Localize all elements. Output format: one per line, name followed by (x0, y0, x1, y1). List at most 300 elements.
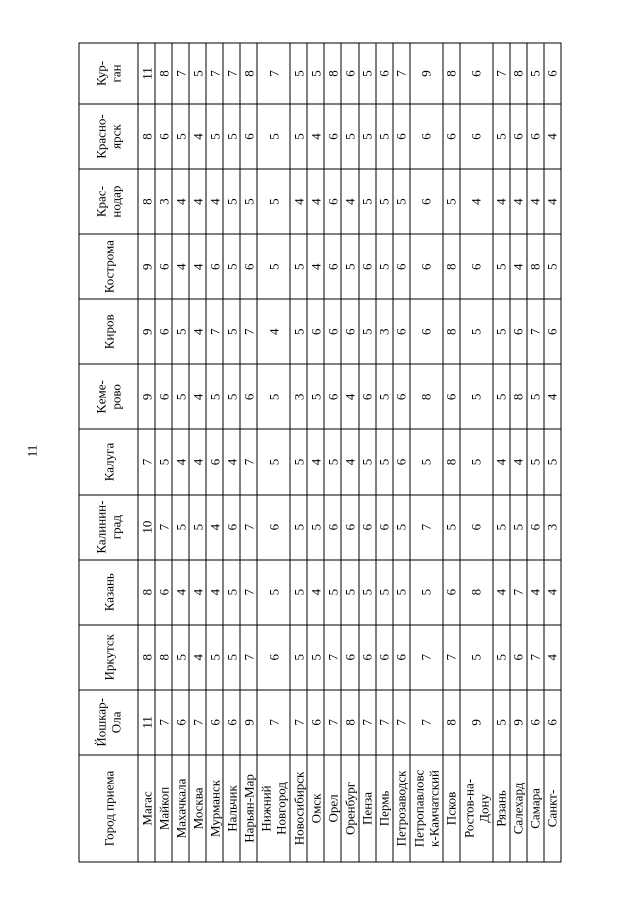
table-row (376, 43, 393, 862)
value-cell: 8 (341, 690, 358, 755)
value-cell: 8 (510, 364, 527, 429)
value-cell: 8 (443, 234, 460, 299)
city-cell: Пенза (359, 755, 376, 862)
value-cell: 6 (223, 690, 240, 755)
table-row (206, 43, 223, 862)
value-cell: 5 (359, 43, 376, 104)
value-cell: 7 (393, 690, 410, 755)
value-cell: 5 (290, 299, 307, 364)
table-row (544, 43, 561, 862)
table-row (443, 43, 460, 862)
value-cell: 7 (155, 495, 172, 560)
value-cell: 4 (341, 429, 358, 494)
value-cell: 5 (527, 364, 544, 429)
table-row (341, 43, 358, 862)
table-row (527, 43, 544, 862)
value-cell: 4 (510, 429, 527, 494)
value-cell: 4 (172, 169, 189, 234)
value-cell: 4 (189, 429, 206, 494)
value-cell: 6 (206, 429, 223, 494)
value-cell: 7 (443, 625, 460, 690)
value-cell: 4 (544, 364, 561, 429)
city-cell: Санкт- (544, 755, 561, 862)
value-cell: 3 (376, 299, 393, 364)
value-cell: 6 (172, 690, 189, 755)
value-cell: 5 (527, 429, 544, 494)
value-cell: 7 (410, 625, 443, 690)
value-cell: 5 (172, 495, 189, 560)
page-number: 11 (24, 444, 40, 458)
value-cell: 5 (206, 104, 223, 169)
value-cell: 7 (155, 690, 172, 755)
value-cell: 5 (223, 560, 240, 625)
value-cell: 7 (189, 690, 206, 755)
value-cell: 5 (544, 429, 561, 494)
value-cell: 6 (240, 234, 257, 299)
value-cell: 7 (410, 690, 443, 755)
value-cell: 4 (223, 429, 240, 494)
value-cell: 4 (307, 169, 324, 234)
value-cell: 6 (410, 169, 443, 234)
value-cell: 5 (290, 560, 307, 625)
value-cell: 5 (359, 299, 376, 364)
value-cell: 5 (223, 625, 240, 690)
column-header: Красно- ярск (79, 104, 138, 169)
table-row (393, 43, 410, 862)
column-header: Йошкар- Ола (79, 690, 138, 755)
value-cell: 7 (206, 43, 223, 104)
value-cell: 7 (324, 625, 341, 690)
value-cell: 4 (290, 169, 307, 234)
value-cell: 5 (443, 495, 460, 560)
column-header: Крас- нодар (79, 169, 138, 234)
column-header: Кострома (79, 234, 138, 299)
value-cell: 6 (460, 104, 493, 169)
value-cell: 7 (240, 299, 257, 364)
value-cell: 5 (359, 429, 376, 494)
value-cell: 8 (324, 43, 341, 104)
value-cell: 3 (290, 364, 307, 429)
value-cell: 8 (138, 560, 155, 625)
table-row (240, 43, 257, 862)
value-cell: 6 (510, 625, 527, 690)
value-cell: 6 (155, 234, 172, 299)
value-cell: 4 (172, 560, 189, 625)
table-row (290, 43, 307, 862)
value-cell: 5 (460, 299, 493, 364)
column-header: Киров (79, 299, 138, 364)
value-cell: 7 (393, 43, 410, 104)
city-cell: Махачкала (172, 755, 189, 862)
value-cell: 6 (376, 625, 393, 690)
value-cell: 6 (341, 495, 358, 560)
city-cell: Новосибирск (290, 755, 307, 862)
value-cell: 5 (341, 234, 358, 299)
value-cell: 9 (138, 299, 155, 364)
value-cell: 6 (324, 169, 341, 234)
city-cell: Ростов-на- Дону (460, 755, 493, 862)
value-cell: 6 (544, 43, 561, 104)
value-cell: 4 (189, 625, 206, 690)
value-cell: 5 (410, 429, 443, 494)
column-header: Калуга (79, 429, 138, 494)
value-cell: 7 (359, 690, 376, 755)
value-cell: 6 (155, 104, 172, 169)
value-cell: 8 (240, 43, 257, 104)
value-cell: 6 (155, 364, 172, 429)
value-cell: 5 (307, 625, 324, 690)
value-cell: 8 (410, 364, 443, 429)
value-cell: 6 (257, 495, 290, 560)
value-cell: 6 (410, 299, 443, 364)
column-header: Keме- рово (79, 364, 138, 429)
value-cell: 5 (493, 625, 510, 690)
value-cell: 11 (138, 690, 155, 755)
value-cell: 5 (510, 495, 527, 560)
value-cell: 9 (410, 43, 443, 104)
table-row (359, 43, 376, 862)
value-cell: 4 (493, 429, 510, 494)
value-cell: 5 (376, 169, 393, 234)
value-cell: 6 (460, 43, 493, 104)
value-cell: 5 (376, 429, 393, 494)
value-cell: 5 (359, 104, 376, 169)
table-row (324, 43, 341, 862)
value-cell: 8 (138, 169, 155, 234)
value-cell: 8 (155, 625, 172, 690)
value-cell: 5 (341, 104, 358, 169)
value-cell: 6 (460, 234, 493, 299)
value-cell: 5 (493, 299, 510, 364)
value-cell: 8 (527, 234, 544, 299)
value-cell: 7 (240, 495, 257, 560)
column-header: Казань (79, 560, 138, 625)
value-cell: 4 (544, 560, 561, 625)
value-cell: 4 (172, 429, 189, 494)
value-cell: 11 (138, 43, 155, 104)
city-cell: Оренбург (341, 755, 358, 862)
value-cell: 6 (544, 690, 561, 755)
value-cell: 6 (240, 104, 257, 169)
value-cell: 7 (324, 690, 341, 755)
value-cell: 7 (410, 495, 443, 560)
column-header-city: Город приема (79, 755, 138, 862)
value-cell: 5 (359, 169, 376, 234)
value-cell: 5 (257, 169, 290, 234)
value-cell: 5 (376, 560, 393, 625)
value-cell: 7 (240, 560, 257, 625)
table-row (257, 43, 290, 862)
value-cell: 8 (443, 429, 460, 494)
value-cell: 4 (544, 169, 561, 234)
table-row (223, 43, 240, 862)
value-cell: 3 (155, 169, 172, 234)
value-cell: 5 (307, 43, 324, 104)
value-cell: 7 (376, 690, 393, 755)
value-cell: 6 (341, 43, 358, 104)
value-cell: 6 (155, 299, 172, 364)
value-cell: 5 (410, 560, 443, 625)
value-cell: 7 (527, 299, 544, 364)
city-cell: Петропавловс к-Камчатский (410, 755, 443, 862)
value-cell: 4 (307, 429, 324, 494)
value-cell: 5 (324, 429, 341, 494)
value-cell: 5 (376, 234, 393, 299)
value-cell: 4 (257, 299, 290, 364)
value-cell: 4 (527, 169, 544, 234)
table-row (138, 43, 155, 862)
value-cell: 7 (206, 299, 223, 364)
table-row (189, 43, 206, 862)
table-row (155, 43, 172, 862)
value-cell: 4 (189, 560, 206, 625)
value-cell: 7 (240, 429, 257, 494)
value-cell: 5 (223, 299, 240, 364)
city-cell: Нарьян-Мар (240, 755, 257, 862)
value-cell: 6 (376, 495, 393, 560)
value-cell: 4 (544, 625, 561, 690)
value-cell: 9 (240, 690, 257, 755)
value-cell: 6 (324, 495, 341, 560)
value-cell: 6 (510, 299, 527, 364)
value-cell: 6 (307, 299, 324, 364)
value-cell: 7 (257, 43, 290, 104)
city-cell: Нижний Новгород (257, 755, 290, 862)
value-cell: 5 (527, 43, 544, 104)
table-row (307, 43, 324, 862)
value-cell: 4 (341, 364, 358, 429)
value-cell: 6 (223, 495, 240, 560)
value-cell: 4 (493, 560, 510, 625)
value-cell: 5 (290, 104, 307, 169)
value-cell: 9 (510, 690, 527, 755)
value-cell: 8 (443, 43, 460, 104)
value-cell: 6 (324, 104, 341, 169)
value-cell: 4 (527, 560, 544, 625)
value-cell: 4 (493, 169, 510, 234)
value-cell: 6 (324, 364, 341, 429)
value-cell: 6 (410, 104, 443, 169)
value-cell: 3 (544, 495, 561, 560)
city-cell: Рязань (493, 755, 510, 862)
city-cell: Нальчик (223, 755, 240, 862)
value-cell: 5 (493, 364, 510, 429)
value-cell: 6 (393, 625, 410, 690)
value-cell: 9 (138, 364, 155, 429)
value-cell: 7 (493, 43, 510, 104)
table-body (138, 43, 561, 862)
value-cell: 8 (443, 299, 460, 364)
value-cell: 6 (324, 234, 341, 299)
value-cell: 6 (393, 234, 410, 299)
city-cell: Москва (189, 755, 206, 862)
column-header: Кур- ган (79, 43, 138, 104)
value-cell: 8 (138, 104, 155, 169)
value-cell: 8 (460, 560, 493, 625)
value-cell: 6 (410, 234, 443, 299)
value-cell: 5 (257, 560, 290, 625)
value-cell: 5 (493, 495, 510, 560)
value-cell: 5 (290, 234, 307, 299)
value-cell: 5 (189, 43, 206, 104)
value-cell: 4 (172, 234, 189, 299)
value-cell: 5 (544, 234, 561, 299)
header-row (79, 43, 138, 862)
value-cell: 4 (206, 495, 223, 560)
value-cell: 6 (443, 364, 460, 429)
table-row (172, 43, 189, 862)
value-cell: 6 (393, 364, 410, 429)
value-cell: 4 (189, 104, 206, 169)
value-cell: 6 (206, 690, 223, 755)
value-cell: 8 (443, 690, 460, 755)
value-cell: 5 (443, 169, 460, 234)
value-cell: 9 (138, 234, 155, 299)
value-cell: 4 (460, 169, 493, 234)
city-cell: Псков (443, 755, 460, 862)
value-cell: 6 (307, 690, 324, 755)
value-cell: 6 (155, 560, 172, 625)
value-cell: 6 (393, 104, 410, 169)
value-cell: 6 (240, 364, 257, 429)
value-cell: 5 (223, 169, 240, 234)
value-cell: 8 (138, 625, 155, 690)
value-cell: 6 (443, 104, 460, 169)
city-cell: Самара (527, 755, 544, 862)
value-cell: 6 (359, 495, 376, 560)
value-cell: 6 (460, 495, 493, 560)
value-cell: 4 (544, 104, 561, 169)
city-cell: Магас (138, 755, 155, 862)
value-cell: 6 (376, 43, 393, 104)
value-cell: 7 (172, 43, 189, 104)
city-cell: Пермь (376, 755, 393, 862)
value-cell: 5 (172, 364, 189, 429)
city-cell: Мурманск (206, 755, 223, 862)
value-cell: 4 (307, 104, 324, 169)
value-cell: 7 (223, 43, 240, 104)
value-cell: 5 (376, 364, 393, 429)
value-cell: 6 (359, 625, 376, 690)
value-cell: 5 (290, 495, 307, 560)
value-cell: 5 (359, 560, 376, 625)
city-cell: Омск (307, 755, 324, 862)
value-cell: 6 (393, 299, 410, 364)
value-cell: 5 (223, 234, 240, 299)
value-cell: 4 (206, 169, 223, 234)
table-row (410, 43, 443, 862)
value-cell: 5 (240, 169, 257, 234)
value-cell: 6 (324, 299, 341, 364)
value-cell: 5 (206, 364, 223, 429)
city-cell: Орел (324, 755, 341, 862)
value-cell: 6 (359, 234, 376, 299)
value-cell: 5 (460, 429, 493, 494)
value-cell: 7 (510, 560, 527, 625)
value-cell: 6 (527, 690, 544, 755)
value-cell: 4 (189, 364, 206, 429)
value-cell: 6 (341, 299, 358, 364)
value-cell: 8 (155, 43, 172, 104)
value-cell: 5 (493, 690, 510, 755)
value-cell: 6 (206, 234, 223, 299)
table-row (510, 43, 527, 862)
value-cell: 5 (290, 429, 307, 494)
value-cell: 5 (324, 560, 341, 625)
value-cell: 5 (223, 364, 240, 429)
value-cell: 10 (138, 495, 155, 560)
value-cell: 4 (510, 234, 527, 299)
value-cell: 5 (493, 234, 510, 299)
city-cell: Салехард (510, 755, 527, 862)
value-cell: 5 (257, 104, 290, 169)
value-cell: 4 (189, 234, 206, 299)
value-cell: 4 (206, 560, 223, 625)
value-cell: 5 (223, 104, 240, 169)
value-cell: 7 (257, 690, 290, 755)
value-cell: 4 (307, 560, 324, 625)
value-cell: 5 (307, 364, 324, 429)
value-cell: 8 (510, 43, 527, 104)
value-cell: 5 (290, 43, 307, 104)
city-cell: Майкоп (155, 755, 172, 862)
value-cell: 5 (155, 429, 172, 494)
table-container (79, 43, 562, 863)
value-cell: 4 (510, 169, 527, 234)
value-cell: 6 (359, 364, 376, 429)
value-cell: 5 (172, 625, 189, 690)
value-cell: 6 (443, 560, 460, 625)
value-cell: 6 (544, 299, 561, 364)
value-cell: 9 (460, 690, 493, 755)
value-cell: 5 (189, 495, 206, 560)
value-cell: 4 (189, 169, 206, 234)
value-cell: 4 (341, 169, 358, 234)
value-cell: 6 (527, 495, 544, 560)
value-cell: 5 (393, 495, 410, 560)
value-cell: 5 (307, 495, 324, 560)
value-cell: 6 (393, 429, 410, 494)
column-header: Калинин- град (79, 495, 138, 560)
value-cell: 5 (172, 299, 189, 364)
value-cell: 4 (189, 299, 206, 364)
table-row (460, 43, 493, 862)
value-cell: 5 (393, 560, 410, 625)
column-header: Иркутск (79, 625, 138, 690)
value-cell: 5 (290, 625, 307, 690)
value-cell: 6 (527, 104, 544, 169)
value-cell: 7 (527, 625, 544, 690)
value-cell: 6 (257, 625, 290, 690)
value-cell: 5 (460, 625, 493, 690)
value-cell: 5 (172, 104, 189, 169)
value-cell: 7 (138, 429, 155, 494)
value-cell: 5 (341, 560, 358, 625)
value-cell: 4 (307, 234, 324, 299)
schedule-table (79, 43, 562, 863)
value-cell: 5 (257, 234, 290, 299)
value-cell: 5 (460, 364, 493, 429)
value-cell: 5 (493, 104, 510, 169)
value-cell: 5 (206, 625, 223, 690)
value-cell: 5 (393, 169, 410, 234)
value-cell: 7 (290, 690, 307, 755)
value-cell: 5 (257, 429, 290, 494)
table-row (493, 43, 510, 862)
city-cell: Петрозаводск (393, 755, 410, 862)
value-cell: 6 (510, 104, 527, 169)
value-cell: 6 (341, 625, 358, 690)
